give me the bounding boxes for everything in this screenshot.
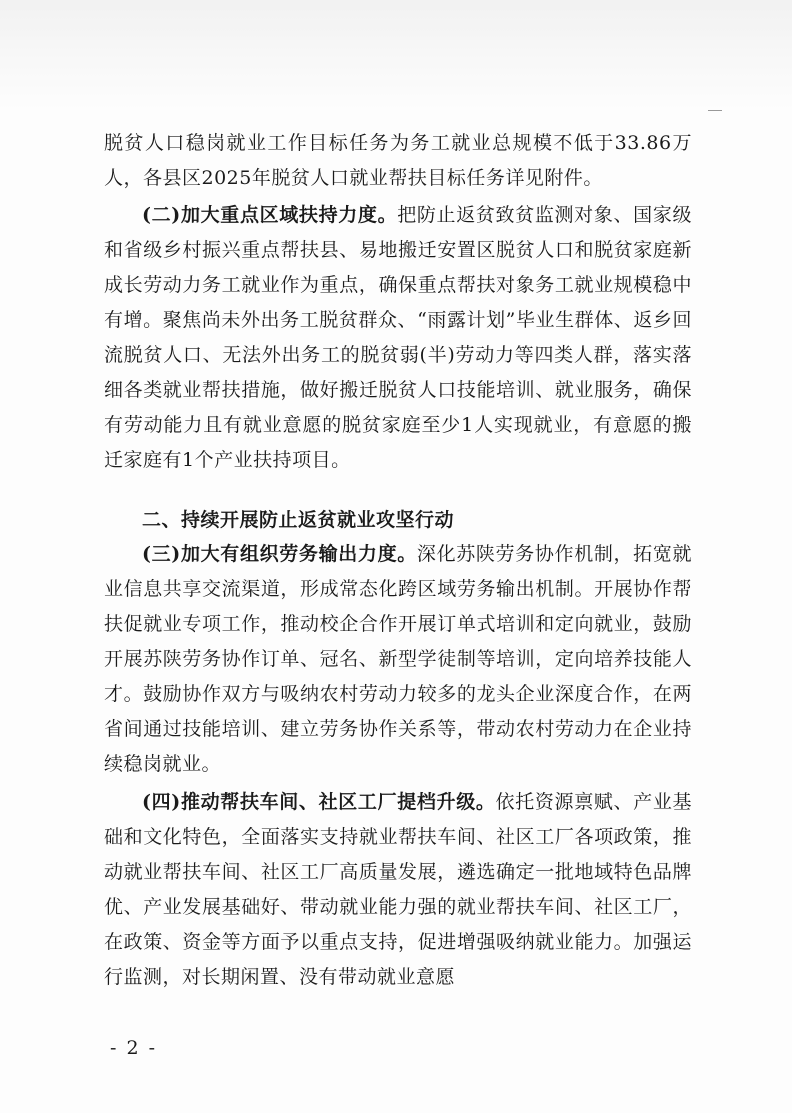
paragraph-workshops xyxy=(104,785,692,995)
paragraph-target-summary xyxy=(104,126,692,196)
paragraph-lead: (三)加大有组织劳务输出力度。 xyxy=(142,543,417,565)
scan-shading xyxy=(0,0,792,110)
paragraph-text: 脱贫人口稳岗就业工作目标任务为务工就业总规模不低于33.86万人，各县区2025年脱贫人口就业帮扶目标任务详见附件。 xyxy=(104,132,692,189)
margin-mark xyxy=(708,110,722,111)
paragraph-labor-export xyxy=(104,537,692,782)
paragraph-key-areas xyxy=(104,198,692,478)
section-heading: 二、持续开展防止返贫就业攻坚行动 xyxy=(142,509,455,531)
paragraph-lead: (二)加大重点区域扶持力度。 xyxy=(142,204,398,226)
paragraph-text: 把防止返贫致贫监测对象、国家级和省级乡村振兴重点帮扶县、易地搬迁安置区脱贫人口和脱贫家庭新成长劳动力务工就业作为重点，确保重点帮扶对象务工就业规模稳中有增。聚焦尚未外出务工脱贫群众、“雨露计划”毕业生群体、返乡回流脱贫人口、无法外出务工的脱贫弱(半)劳动力等四类人群，落实落细各类就业帮扶措施，做好搬迁脱贫人口技能培训、就业服务，确保有劳动能力且有就业意愿的脱贫家庭至少1人实现就业，有意愿的搬迁家庭有1个产业扶持项目。 xyxy=(104,204,692,471)
paragraph-text: 依托资源禀赋、产业基础和文化特色，全面落实支持就业帮扶车间、社区工厂各项政策，推动就业帮扶车间、社区工厂高质量发展，遴选确定一批地域特色品牌优、产业发展基础好、带动就业能力强的就业帮扶车间、社区工厂，在政策、资金等方面予以重点支持，促进增强吸纳就业能力。加强运行监测，对长期闲置、没有带动就业意愿 xyxy=(104,791,692,988)
paragraph-text: 深化苏陕劳务协作机制，拓宽就业信息共享交流渠道，形成常态化跨区域劳务输出机制。开展协作帮扶促就业专项工作，推动校企合作开展订单式培训和定向就业，鼓励开展苏陕劳务协作订单、冠名、新型学徒制等培训，定向培养技能人才。鼓励协作双方与吸纳农村劳动力较多的龙头企业深度合作，在两省间通过技能培训、建立劳务协作关系等，带动农村劳动力在企业持续稳岗就业。 xyxy=(104,543,692,775)
page-number: - 2 - xyxy=(110,1037,158,1059)
paragraph-lead: (四)推动帮扶车间、社区工厂提档升级。 xyxy=(142,791,496,813)
